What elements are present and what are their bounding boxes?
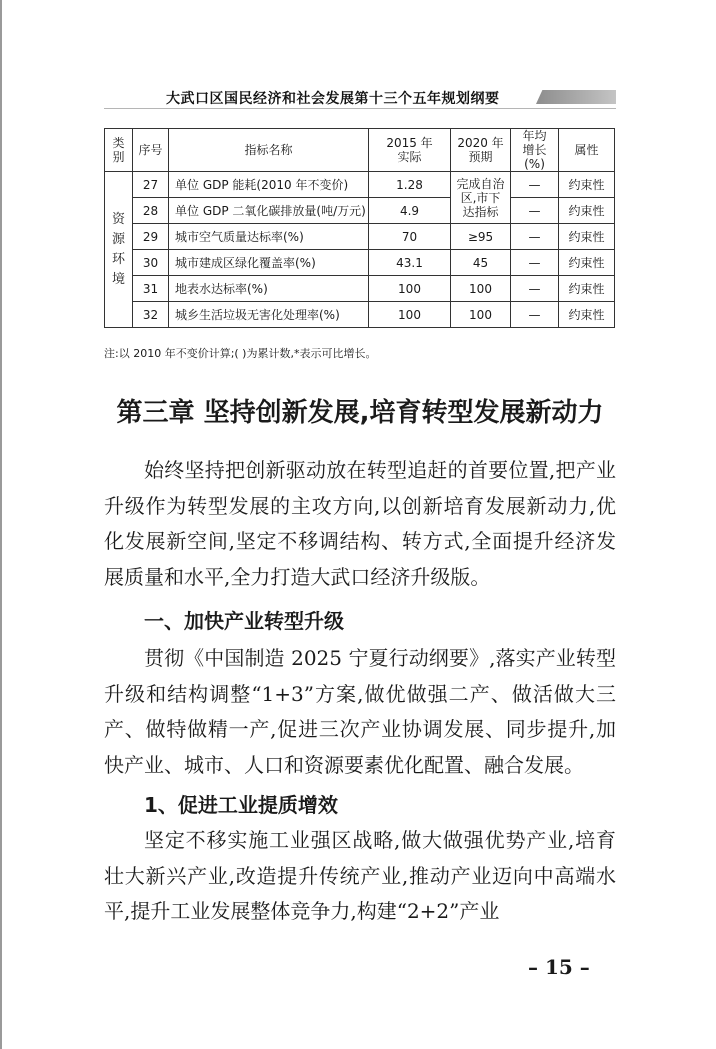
indicator-name-cell: 单位 GDP 二氧化碳排放量(吨/万元) [169, 198, 369, 224]
section-paragraph: 贯彻《中国制造 2025 宁夏行动纲要》,落实产业转型升级和结构调整“1+3”方案,做优做强二产、做活做大三产、做特做精一产,促进三次产业协调发展、同步提升,加快产业、城市、人口和资源要素优化配置、融合发展。 [104, 646, 616, 777]
table-row [105, 198, 615, 224]
seq-cell: 29 [133, 224, 169, 250]
target-2020-cell: 100 [451, 276, 511, 302]
header-decor-bar [536, 90, 616, 104]
col-header-category: 类 别 [105, 129, 133, 172]
col-header-seq: 序号 [133, 129, 169, 172]
indicator-name-cell: 地表水达标率(%) [169, 276, 369, 302]
target-2020-cell: 100 [451, 302, 511, 328]
col-header-growth: 年均 增长(%) [511, 129, 559, 172]
growth-cell: — [511, 172, 559, 198]
page-number: – 15 – [528, 955, 590, 979]
attribute-cell: 约束性 [559, 276, 615, 302]
seq-cell: 28 [133, 198, 169, 224]
table-row [105, 276, 615, 302]
table-header-row [105, 129, 615, 172]
running-header-title: 大武口区国民经济和社会发展第十三个五年规划纲要 [166, 91, 500, 107]
col-header-attribute: 属性 [559, 129, 615, 172]
subsection-heading: 1、促进工业提质增效 [144, 793, 338, 817]
col-header-name: 指标名称 [169, 129, 369, 172]
table-row [105, 302, 615, 328]
seq-cell: 27 [133, 172, 169, 198]
table-footnote: 注:以 2010 年不变价计算;( )为累计数,*表示可比增长。 [104, 347, 377, 360]
actual-2015-cell: 43.1 [369, 250, 451, 276]
attribute-cell: 约束性 [559, 172, 615, 198]
intro-paragraph: 始终坚持把创新驱动放在转型追赶的首要位置,把产业升级作为转型发展的主攻方向,以创新培育发展新动力,优化发展新空间,坚定不移调结构、转方式,全面提升经济发展质量和水平,全力打造大武口经济升级版。 [104, 458, 616, 589]
indicator-name-cell: 单位 GDP 能耗(2010 年不变价) [169, 172, 369, 198]
indicator-name-cell: 城市建成区绿化覆盖率(%) [169, 250, 369, 276]
header-rule [104, 108, 616, 109]
actual-2015-cell: 100 [369, 276, 451, 302]
chapter-title: 第三章 坚持创新发展,培育转型发展新动力 [116, 398, 604, 428]
subsection-paragraph: 坚定不移实施工业强区战略,做大做强优势产业,培育壮大新兴产业,改造提升传统产业,推动产业迈向中高端水平,提升工业发展整体竞争力,构建“2+2”产业 [104, 828, 616, 923]
seq-cell: 30 [133, 250, 169, 276]
target-2020-cell: 45 [451, 250, 511, 276]
actual-2015-cell: 100 [369, 302, 451, 328]
actual-2015-cell: 4.9 [369, 198, 451, 224]
col-header-2020: 2020 年 预期 [451, 129, 511, 172]
growth-cell: — [511, 198, 559, 224]
running-header [104, 86, 614, 112]
attribute-cell: 约束性 [559, 198, 615, 224]
table-row [105, 224, 615, 250]
table-row [105, 172, 615, 198]
actual-2015-cell: 70 [369, 224, 451, 250]
seq-cell: 32 [133, 302, 169, 328]
page-edge-shadow [0, 0, 2, 1049]
table-row [105, 250, 615, 276]
col-header-2015: 2015 年 实际 [369, 129, 451, 172]
growth-cell: — [511, 224, 559, 250]
growth-cell: — [511, 250, 559, 276]
attribute-cell: 约束性 [559, 224, 615, 250]
target-2020-cell: ≥95 [451, 224, 511, 250]
indicator-table [104, 128, 615, 328]
actual-2015-cell: 1.28 [369, 172, 451, 198]
category-cell: 资 源 环 境 [105, 172, 133, 328]
growth-cell: — [511, 276, 559, 302]
attribute-cell: 约束性 [559, 302, 615, 328]
target-2020-merged-cell: 完成自治 区,市下 达指标 [451, 172, 511, 224]
indicator-name-cell: 城乡生活垃圾无害化处理率(%) [169, 302, 369, 328]
attribute-cell: 约束性 [559, 250, 615, 276]
growth-cell: — [511, 302, 559, 328]
section-heading: 一、加快产业转型升级 [144, 609, 344, 633]
seq-cell: 31 [133, 276, 169, 302]
indicator-name-cell: 城市空气质量达标率(%) [169, 224, 369, 250]
